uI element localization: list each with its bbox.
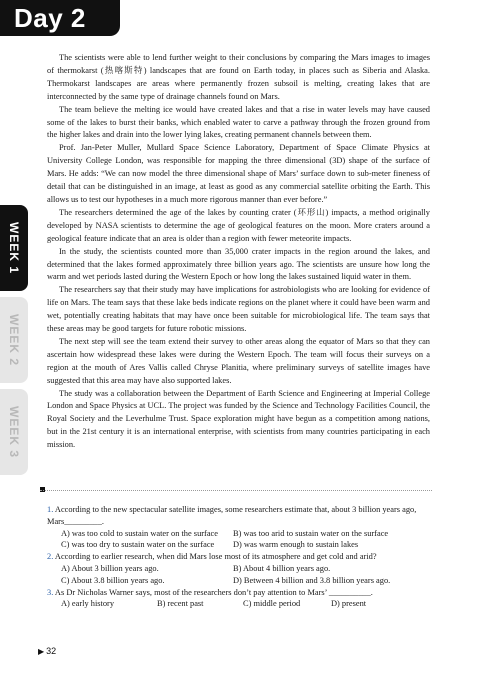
article-paragraph: Prof. Jan-Peter Muller, Mullard Space Science Laboratory, Department of Space Climate Physics at University College London, was responsible for mapping the three dimensional (3D) shape of the surface of Mars. He adds: “We can now model the three dimensional shape of Mars’ surface down to sub-meter fineness of detail that can be distinguished in an image, at least as good as any commercial satellite orbiting the Earth. This allows us to test our hypotheses in a much more rigorous manner than ever before.” [47, 143, 430, 204]
question-text: According to the new spectacular satellite images, some researchers estimate that, about 3 billion years ago, Mars_________. [47, 505, 417, 526]
question-text: As Dr Nicholas Warner says, most of the researchers don’t pay attention to Mars’ __________. [54, 587, 373, 597]
question-3 [47, 587, 430, 599]
article-paragraph: In the study, the scientists counted more than 35,000 crater impacts in the region around the lakes, and determined that the lakes formed approximately three billion years ago. The scientists are unsure how long the warm and wet periods lasted during the Western Epoch or how long the lakes sustained liquid water in them. [47, 246, 430, 282]
page-footer [38, 646, 56, 656]
article-paragraph: The team believe the melting ice would have created lakes and that a rise in water levels may have caused some of the lakes to burst their banks, which enabled water to carve a pathway through the frozen ground from the higher lakes and drain into the lower lying lakes, creating permanent channels between them. [47, 104, 430, 140]
question-2-options [47, 563, 430, 587]
answer-option[interactable]: A) About 3 billion years ago. [61, 563, 159, 573]
question-text: According to earlier research, when did Mars lose most of its atmosphere and get cold and arid? [54, 552, 377, 562]
question-2 [47, 551, 430, 563]
article-paragraph: The next step will see the team extend their survey to other areas along the equator of Mars so that they can ascertain how widespread these lakes were during the Western Epoch. The team will focus their surveys on a region at the mouth of Ares Vallis called Chryse Planitia, where preliminary surveys of satellite images have suggested that this area may have also supported lakes. [47, 336, 430, 385]
question-number: 3. [47, 587, 54, 597]
answer-option[interactable]: C) middle period [243, 599, 301, 609]
answer-option[interactable]: B) About 4 billion years ago. [233, 563, 331, 573]
article-body [47, 52, 430, 452]
week-tab-3[interactable] [0, 389, 28, 475]
answer-option[interactable]: D) Between 4 billion and 3.8 billion years ago. [233, 575, 391, 585]
day-title: Day 2 [14, 3, 86, 33]
answer-option[interactable]: A) early history [61, 599, 115, 609]
article-paragraph: The scientists were able to lend further weight to their conclusions by comparing the Mars images to images of thermokarst (热喀斯特) landscapes that are found on Earth today, in places such as Siberia and Alaska. Thermokarst landscapes are areas where permanently frozen subsoil is melting, creating lakes that are interconnected by the same type of drainage channels found on Mars. [47, 53, 430, 101]
question-1-options [47, 528, 430, 552]
question-number: 1. [47, 505, 54, 514]
week-tab-1[interactable] [0, 205, 28, 291]
week-tab-2[interactable] [0, 297, 28, 383]
answer-option[interactable]: B) recent past [157, 599, 204, 609]
page-number: 32 [46, 646, 57, 656]
question-1 [47, 504, 430, 528]
answer-option[interactable]: D) was warm enough to sustain lakes [233, 540, 359, 550]
question-3-options [47, 598, 430, 610]
week-tab-1-label: WEEK 1 [7, 221, 21, 275]
article-paragraph: The researchers say that their study may have implications for astrobiologists who are looking for evidence of life on Mars. The team says that these lake beds indicate regions on the planet where it could have been warm and wet, potentially creating habitats that may have once been suitable for microbiological life. The team says that these areas may be good targets for future robotic missions. [47, 285, 430, 334]
question-list [47, 504, 430, 610]
answer-option[interactable]: A) was too cold to sustain water on the surface [61, 528, 218, 538]
article-paragraph: The study was a collaboration between the Department of Earth Science and Engineering at Imperial College London and Space Physics at UCL. The project was funded by the Science and Technology Facilities Council, the Royal Society and the Leverhulme Trust. Space exploration might have begun as a competition among nations, but in the 21st century it is an international enterprise, with scientists from many countries participating in each mission. [47, 388, 430, 450]
week-tab-2-label: WEEK 2 [7, 313, 21, 367]
answer-option[interactable]: D) present [331, 599, 367, 609]
week-tab-3-label: WEEK 3 [7, 405, 21, 459]
article-paragraph: The researchers determined the age of the lakes by counting crater (环形山) impacts, a method originally developed by NASA scientists to determine the age of geological features on the moon. More craters around a geological feature indicate that an area is older than a region with fewer meteorite impacts. [47, 207, 430, 243]
page-arrow-icon: ▶ [38, 647, 45, 656]
section-divider [40, 490, 432, 491]
answer-option[interactable]: B) was too arid to sustain water on the surface [233, 528, 389, 538]
answer-option[interactable]: C) About 3.8 billion years ago. [61, 575, 165, 585]
day-header [0, 0, 120, 36]
question-number: 2. [47, 552, 54, 562]
answer-option[interactable]: C) was too dry to sustain water on the surface [61, 540, 215, 550]
